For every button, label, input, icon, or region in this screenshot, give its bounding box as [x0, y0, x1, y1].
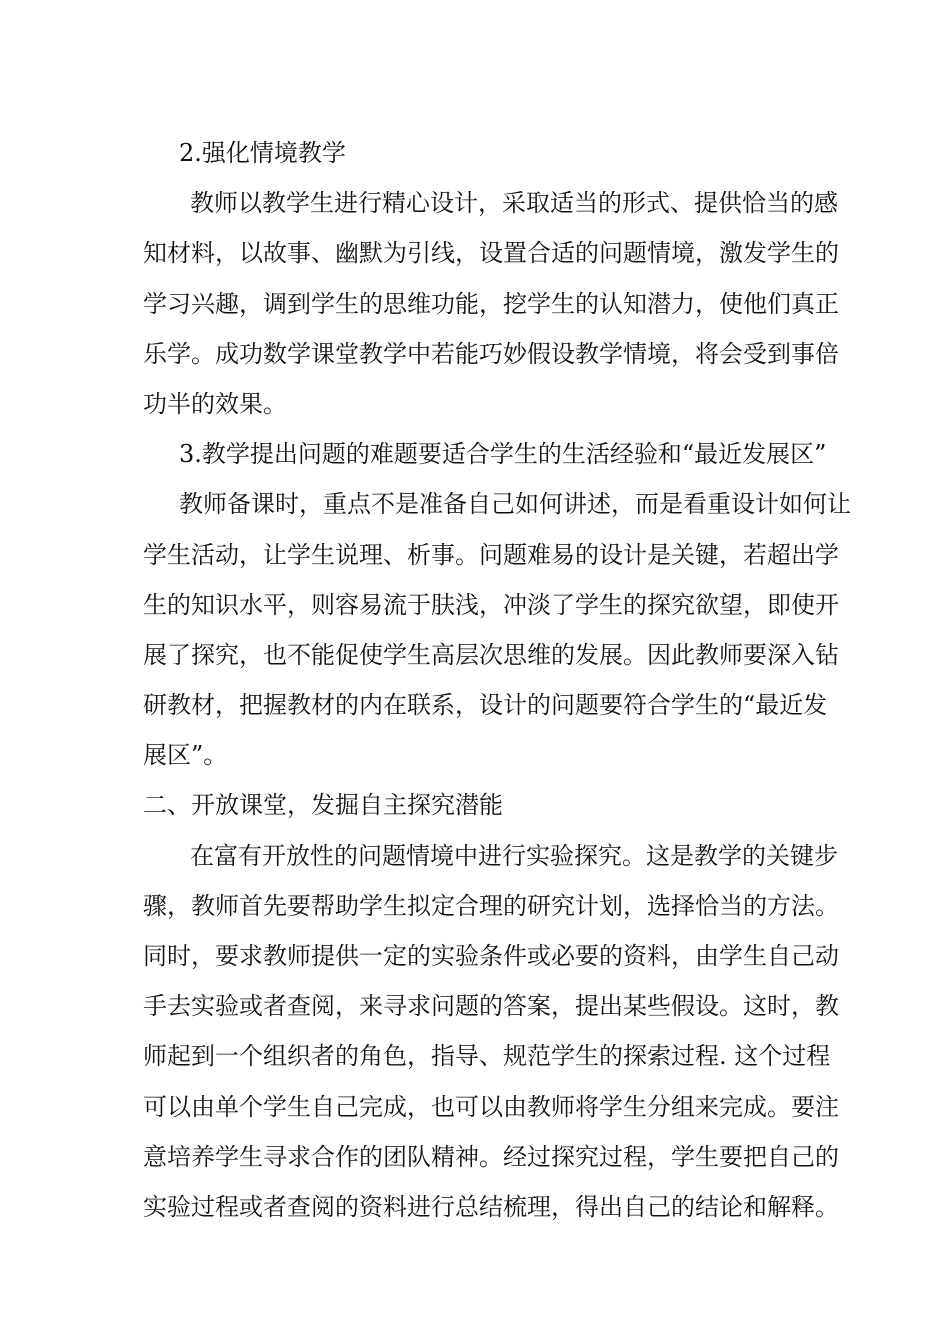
- paragraph-line: 知材料，以故事、幽默为引线，设置合适的问题情境，激发学生的: [143, 239, 839, 268]
- paragraph-line: 实验过程或者查阅的资料进行总结梳理，得出自己的结论和解释。: [143, 1192, 839, 1221]
- paragraph-line: 骤，教师首先要帮助学生拟定合理的研究计划，选择恰当的方法。: [143, 891, 839, 920]
- paragraph-line: 教师以教学生进行精心设计，采取适当的形式、提供恰当的感: [190, 189, 838, 218]
- paragraph-line: 在富有开放性的问题情境中进行实验探究。这是教学的关键步: [190, 841, 838, 870]
- paragraph-line: 手去实验或者查阅，来寻求问题的答案，提出某些假设。这时，教: [143, 992, 839, 1021]
- paragraph-line: 展区”。: [143, 741, 228, 770]
- paragraph-line: 同时，要求教师提供一定的实验条件或必要的资料，由学生自己动: [143, 942, 839, 970]
- paragraph-line: 学生活动，让学生说理、析事。问题难易的设计是关键，若超出学: [143, 540, 839, 569]
- paragraph-line: 乐学。成功数学课堂教学中若能巧妙假设教学情境，将会受到事倍: [143, 339, 839, 368]
- section-heading-3: 3.教学提出问题的难题要适合学生的生活经验和“最近发展区”: [179, 440, 827, 469]
- document-body: [143, 128, 851, 1232]
- paragraph-line: 学习兴趣，调到学生的思维功能，挖学生的认知潜力，使他们真正: [143, 289, 839, 318]
- paragraph-line: 可以由单个学生自己完成，也可以由教师将学生分组来完成。要注: [143, 1092, 839, 1121]
- paragraph-line: 展了探究，也不能促使学生高层次思维的发展。因此教师要深入钻: [143, 640, 839, 669]
- paragraph-line: 生的知识水平，则容易流于肤浅，冲淡了学生的探究欲望，即使开: [143, 590, 839, 619]
- paragraph-line: 功半的效果。: [143, 389, 287, 418]
- paragraph-line: 意培养学生寻求合作的团队精神。经过探究过程，学生要把自己的: [143, 1142, 839, 1171]
- section-heading-two: 二、开放课堂，发掘自主探究潜能: [143, 791, 503, 820]
- section-heading-2: 2.强化情境教学: [179, 139, 346, 167]
- paragraph-line: 师起到一个组织者的角色，指导、规范学生的探索过程. 这个过程: [143, 1042, 831, 1071]
- paragraph-line: 研教材，把握教材的内在联系，设计的问题要符合学生的“最近发: [143, 691, 828, 720]
- paragraph-line: 教师备课时，重点不是准备自己如何讲述，而是看重设计如何让: [179, 490, 851, 519]
